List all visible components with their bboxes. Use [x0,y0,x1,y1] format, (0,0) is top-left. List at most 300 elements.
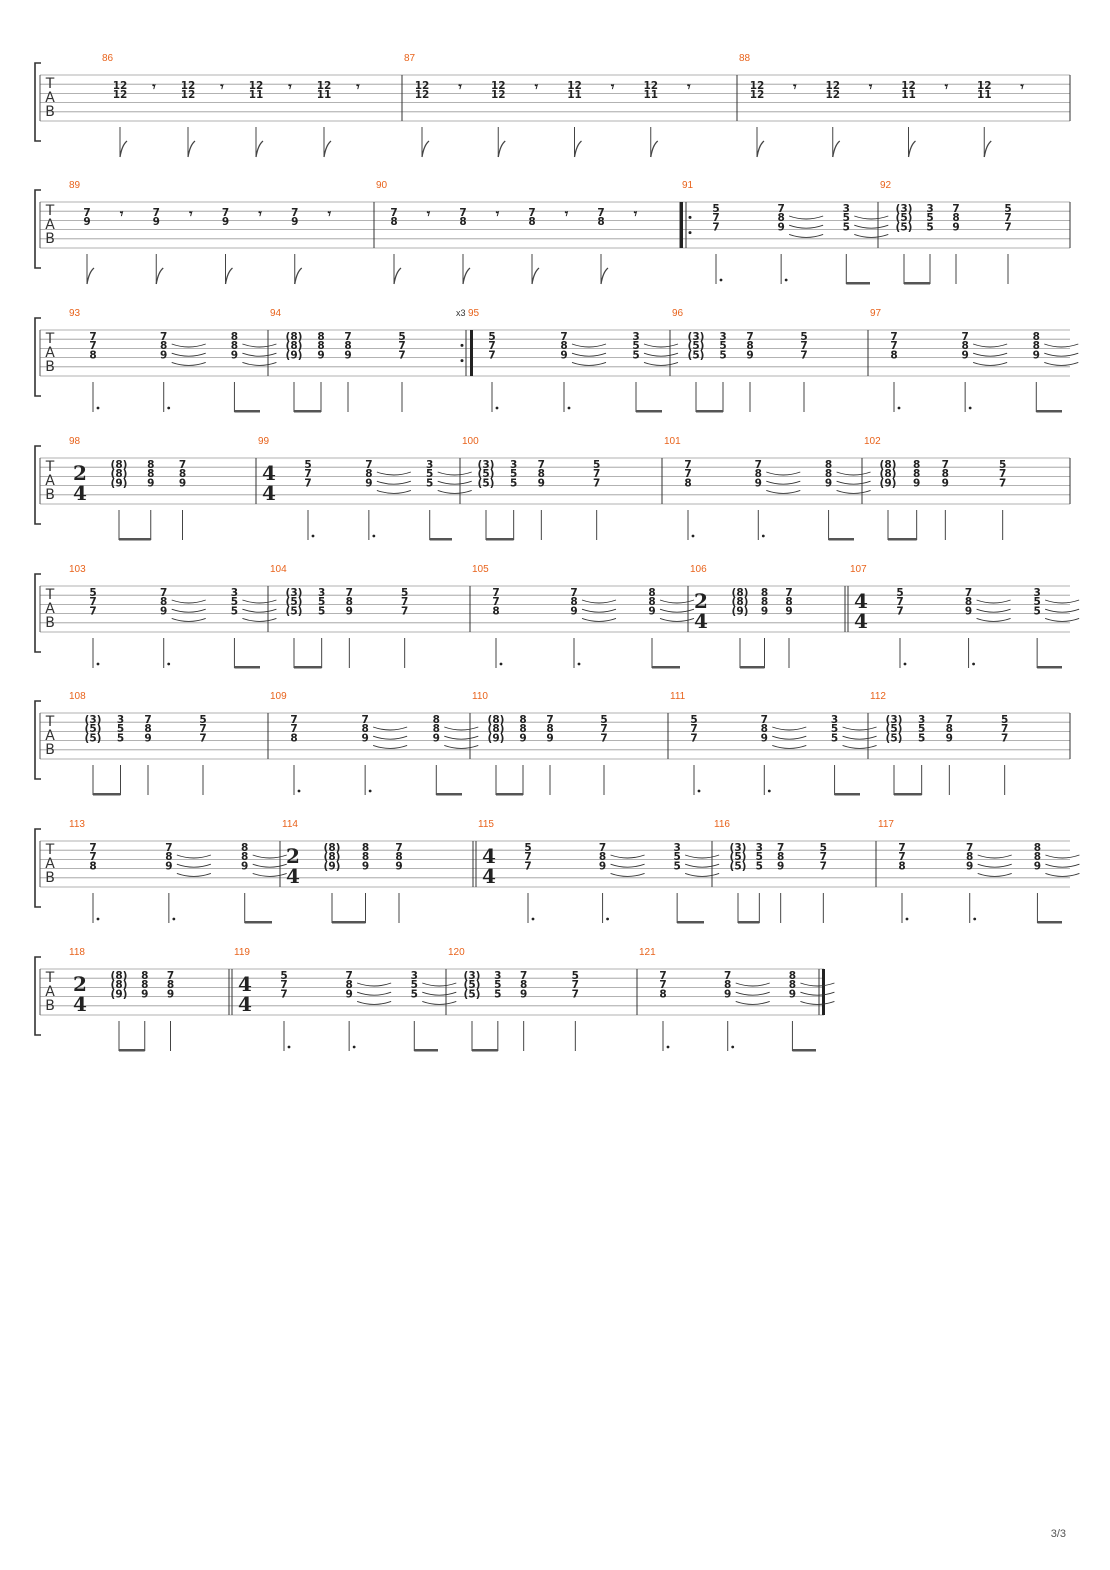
measure-number: 97 [870,308,882,319]
fret-number: 12 [749,80,765,92]
eighth-flag [120,141,127,157]
fret-number: 7 [945,714,953,726]
fret-number: 8 [241,842,249,854]
tie [242,353,276,356]
fret-number: 7 [89,605,97,618]
eighth-flag [256,141,263,157]
time-signature-bottom: 4 [854,609,868,633]
measure-number: 102 [864,436,881,447]
fret-number: (5) [687,349,705,362]
tab-clef-letter: T [45,970,55,986]
beam [294,666,322,669]
tie [973,344,1007,347]
fret-number: 7 [600,723,608,736]
tie [611,873,645,876]
fret-number: 8 [648,587,656,599]
eighth-flag [909,141,916,157]
fret-number: 7 [819,851,827,864]
tie [854,225,888,228]
fret-number: (5) [84,723,102,736]
fret-number: 12 [490,89,506,102]
fret-number: 7 [999,468,1007,481]
fret-number: 7 [365,459,373,471]
system-6 [35,691,1070,796]
fret-number: 7 [144,714,152,726]
fret-number: 9 [520,988,528,1001]
fret-number: 8 [546,723,554,736]
beam [294,410,321,413]
dot [972,663,975,666]
fret-number: (5) [285,596,303,609]
time-signature-top: 2 [694,589,708,613]
tie [438,472,472,475]
tie [685,873,719,876]
tie [172,353,206,356]
fret-number: (3) [84,714,102,726]
fret-number: (5) [285,605,303,618]
beam [1036,410,1062,413]
fret-number: 8 [519,723,527,736]
fret-number: 8 [432,723,440,736]
fret-number: 5 [488,331,496,343]
measure-number: 89 [69,180,81,191]
fret-number: 12 [112,89,128,102]
time-signature-bottom: 4 [694,609,708,633]
tab-clef-letter: B [45,998,55,1014]
fret-number: 8 [89,349,97,362]
fret-number: 7 [754,459,762,471]
fret-number: 9 [166,988,175,1001]
eighth-rest: 𝄾 [288,80,292,95]
fret-number: (3) [687,331,705,343]
measure-number: 110 [472,691,488,702]
fret-number: 9 [361,860,370,873]
fret-number: (5) [463,988,481,1001]
measure-number: 115 [478,819,494,830]
fret-number: 11 [567,89,582,102]
beam [234,410,260,413]
fret-number: 9 [152,216,160,229]
tie [438,490,472,493]
tie [582,618,616,621]
tie [438,481,472,484]
fret-number: 9 [785,605,793,618]
fret-number: 5 [719,349,727,362]
tie [772,745,806,748]
fret-number: 7 [600,732,608,745]
dot [785,279,788,282]
fret-number: 8 [913,459,921,471]
beam [436,793,462,796]
dot [353,1046,356,1049]
time-signature-bottom: 4 [238,992,252,1016]
fret-number: 5 [593,459,601,471]
eighth-flag [295,268,302,284]
final-barline-thick [822,969,825,1015]
fret-number: 9 [560,349,568,362]
fret-number: 7 [684,459,692,471]
eighth-flag [651,141,658,157]
tie [444,727,478,730]
tie [611,855,645,858]
beam [119,1049,145,1052]
fret-number: 8 [570,596,578,609]
fret-number: 7 [712,221,720,234]
fret-number: 8 [724,979,732,992]
tie [357,983,391,986]
fret-number: 5 [494,979,502,992]
fret-number: 3 [318,587,326,599]
measure-number: 96 [672,308,684,319]
tie [357,1001,391,1004]
fret-number: 9 [147,477,155,490]
tie [242,600,276,603]
tie [789,234,823,237]
dot [372,535,375,538]
dot [288,1046,291,1049]
measure-number: 101 [664,436,681,447]
fret-number: 12 [414,89,430,102]
tie [373,745,407,748]
fret-number: (3) [463,970,481,982]
measure-number: 92 [880,180,892,191]
fret-number: 3 [1033,587,1041,599]
measure-number: 103 [69,564,86,575]
fret-number: (3) [285,587,303,599]
tie [377,481,411,484]
fret-number: (3) [885,714,903,726]
beam [696,410,723,413]
fret-number: 8 [147,459,155,471]
fret-number: 9 [365,477,373,490]
fret-number: 9 [519,732,527,745]
fret-number: 9 [546,732,554,745]
fret-number: 7 [89,842,97,854]
beam [792,1049,816,1052]
tie [660,618,694,621]
fret-number: 9 [570,605,578,618]
fret-number: 3 [842,203,850,215]
fret-number: 9 [724,988,732,1001]
tie [978,855,1012,858]
tie [843,745,877,748]
fret-number: 12 [316,80,332,92]
system-2 [35,180,1070,285]
fret-number: (5) [477,468,495,481]
fret-number: 9 [746,349,754,362]
fret-number: 7 [178,459,187,471]
fret-number: (5) [729,860,747,873]
fret-number: 8 [361,723,369,736]
fret-number: 8 [361,851,370,864]
fret-number: 7 [291,207,299,219]
fret-number: 7 [712,212,720,225]
measure-number: 120 [448,947,465,958]
fret-number: 7 [597,207,605,219]
dot [97,663,100,666]
fret-number: 7 [165,842,173,854]
fret-number: 8 [178,468,187,481]
fret-number: 12 [112,80,128,92]
fret-number: 3 [918,714,926,726]
eighth-flag [226,268,233,284]
repeat-close-thick [470,330,473,376]
fret-number: 7 [896,596,904,609]
fret-number: 9 [395,860,403,873]
beam [1037,666,1062,669]
tab-clef-letter: A [45,601,55,617]
fret-number: 9 [221,216,230,229]
fret-number: 8 [317,331,325,343]
fret-number: (5) [885,732,903,745]
fret-number: 8 [898,860,906,873]
system-3 [35,308,1078,413]
fret-number: (8) [487,714,505,726]
eighth-flag [575,141,582,157]
fret-number: 9 [345,988,353,1001]
tab-clef-letter: B [45,359,55,375]
tie [177,855,211,858]
fret-number: 5 [89,587,97,599]
fret-number: 7 [89,340,97,353]
time-signature-top: 2 [286,844,300,868]
tab-clef-letter: T [45,203,55,219]
measure-number: 111 [670,691,686,702]
fret-number: 7 [570,587,578,599]
tab-clef-letter: T [45,587,55,603]
fret-number: 5 [830,732,839,745]
fret-number: 5 [510,477,518,490]
fret-number: 12 [976,80,992,92]
measure-number: 100 [462,436,479,447]
tie [644,353,678,356]
tie [377,490,411,493]
tie [973,362,1007,365]
tie [572,344,606,347]
fret-number: 3 [410,970,418,982]
fret-number: 7 [593,477,601,490]
system-8 [35,947,834,1052]
tab-clef-letter: A [45,473,55,489]
eighth-rest: 𝄾 [258,207,262,222]
tie [766,481,800,484]
tie [685,864,719,867]
dot [97,918,100,921]
fret-number: 8 [520,979,528,992]
fret-number: (8) [731,587,749,599]
repeat-dot [461,344,464,347]
fret-number: 5 [842,221,850,234]
time-signature-top: 4 [262,461,276,485]
fret-number: 5 [800,331,808,343]
repeat-dot [461,359,464,362]
fret-number: 5 [494,988,502,1001]
eighth-rest: 𝄾 [495,207,500,222]
fret-number: 9 [966,860,974,873]
beam [904,282,930,285]
eighth-rest: 𝄾 [189,207,193,222]
fret-number: 7 [361,714,369,726]
tab-clef-letter: B [45,104,55,120]
fret-number: 9 [760,605,769,618]
fret-number: (8) [879,459,897,471]
beam [835,793,860,796]
dot [667,1046,670,1049]
system-1 [35,53,1070,157]
fret-number: 8 [913,468,921,481]
dot [698,790,701,793]
fret-number: 7 [593,468,601,481]
fret-number: 7 [1001,732,1009,745]
fret-number: 5 [719,340,727,353]
measure-number: 107 [850,564,867,575]
tie [1044,353,1078,356]
fret-number: 8 [964,596,973,609]
tie [766,490,800,493]
tie [177,873,211,876]
fret-number: 7 [941,459,949,471]
fret-number: 11 [901,89,916,102]
tie [772,727,806,730]
fret-number: 8 [390,216,398,229]
tie [736,1001,770,1004]
tie [373,727,407,730]
measure-number: 91 [682,180,694,191]
fret-number: 7 [896,605,904,618]
dot [167,663,170,666]
fret-number: 7 [492,587,500,599]
fret-number: 9 [598,860,607,873]
tie [611,864,645,867]
fret-number: (9) [487,732,505,745]
fret-number: 8 [241,851,249,864]
fret-number: 5 [842,212,850,225]
fret-number: 5 [1001,714,1009,726]
fret-number: 12 [248,80,264,92]
fret-number: 3 [926,203,934,215]
fret-number: 8 [760,587,769,599]
fret-number: 5 [524,842,532,854]
measure-number: 108 [69,691,86,702]
fret-number: 7 [221,207,230,219]
tab-clef-letter: A [45,856,55,872]
measure-number: 95 [468,308,480,319]
fret-number: (9) [879,477,897,490]
fret-number: 5 [1033,605,1041,618]
fret-number: 7 [401,605,409,618]
tie [172,618,206,621]
fret-number: 8 [945,723,953,736]
fret-number: 8 [345,596,353,609]
fret-number: 8 [345,979,353,992]
dot [167,407,170,410]
fret-number: 8 [344,340,352,353]
fret-number: 7 [344,331,352,343]
fret-number: 8 [395,851,403,864]
fret-number: 5 [401,587,409,599]
eighth-flag [87,268,94,284]
beam [652,666,680,669]
fret-number: 7 [890,331,898,343]
tie [172,609,206,612]
tie [854,216,888,219]
fret-number: 5 [926,212,934,225]
eighth-rest: 𝄾 [610,80,615,95]
fret-number: 5 [304,459,312,471]
fret-number: 9 [165,860,173,873]
tab-clef-letter: T [45,714,55,730]
fret-number: 7 [528,207,536,219]
page-number: 3/3 [1050,1528,1066,1540]
fret-number: 8 [824,468,833,481]
fret-number: 7 [598,842,607,854]
tie [1045,864,1079,867]
eighth-rest: 𝄾 [1020,80,1024,95]
tie [572,362,606,365]
tie [444,736,478,739]
measure-number: 94 [270,308,282,319]
fret-number: 9 [760,732,768,745]
fret-number: 8 [560,340,568,353]
fret-number: 3 [830,714,839,726]
tab-clef-letter: T [45,459,55,475]
tie [800,983,834,986]
fret-number: 7 [659,970,667,982]
fret-number: 7 [961,331,969,343]
beam [894,793,922,796]
fret-number: 7 [800,340,808,353]
beam [234,666,260,669]
fret-number: 7 [152,207,160,219]
fret-number: 12 [180,80,196,92]
fret-number: 7 [999,477,1007,490]
fret-number: (9) [110,988,128,1001]
fret-number: 7 [290,714,298,726]
tie [736,992,770,995]
fret-number: 8 [941,468,949,481]
fret-number: 7 [964,587,973,599]
fret-number: 8 [785,596,793,609]
measure-number: 104 [270,564,287,575]
fret-number: 7 [398,349,406,362]
fret-number: 7 [571,988,579,1001]
fret-number: 5 [632,340,640,353]
fret-number: 7 [760,714,768,726]
tab-clef-letter: T [45,842,55,858]
fret-number: 7 [524,860,532,873]
fret-number: 8 [230,340,239,353]
measure-number: 93 [69,308,81,319]
fret-number: 7 [395,842,403,854]
fret-number: 7 [280,979,288,992]
system-5 [35,564,1079,669]
tie [377,472,411,475]
fret-number: 11 [316,89,332,102]
fret-number: 9 [361,732,369,745]
fret-number: 5 [410,979,418,992]
eighth-rest: 𝄾 [152,80,156,95]
fret-number: 5 [398,331,406,343]
fret-number: 3 [719,331,727,343]
tie [644,362,678,365]
fret-number: 8 [1032,340,1040,353]
fret-number: 8 [166,979,175,992]
tie [837,481,871,484]
fret-number: 9 [83,216,91,229]
fret-number: 7 [746,331,754,343]
measure-number: 86 [102,53,114,64]
fret-number: 8 [141,979,149,992]
